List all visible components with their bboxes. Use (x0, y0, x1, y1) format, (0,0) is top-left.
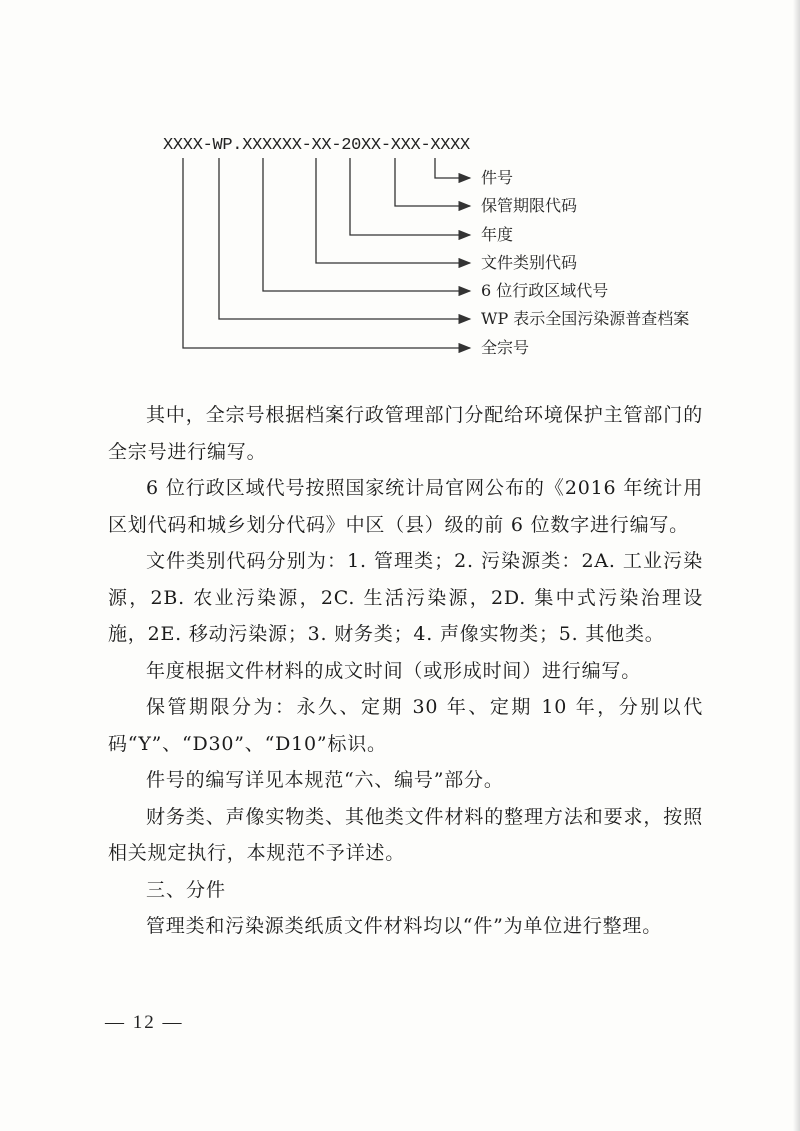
paragraph: 6 位行政区域代号按照国家统计局官网公布的《2016 年统计用区划代码和城乡划分代码》中区（县）级的前 6 位数字进行编写。 (108, 477, 703, 536)
page-number: — 12 — (105, 1012, 184, 1033)
connector-bao-guan (395, 158, 470, 206)
paragraph: 件号的编写详见本规范“六、编号”部分。 (146, 769, 504, 791)
section-paragraph: 管理类和污染源类纸质文件材料均以“件”为单位进行整理。 (146, 915, 663, 937)
connector-wp (219, 158, 470, 319)
paragraph: 文件类别代码分别为：1. 管理类；2. 污染源类：2A. 工业污染源，2B. 农业污染源，2C. 生活污染源，2D. 集中式污染治理设施，2E. 移动污染源；3. 财务类；4. 声像实物类；5. 其他类。 (108, 550, 703, 645)
paragraph: 年度根据文件材料的成文时间（或形成时间）进行编写。 (146, 659, 642, 682)
scan-edge-shadow (793, 0, 800, 1131)
label-wp: WP 表示全国污染源普查档案 (481, 309, 690, 328)
paragraph: 财务类、声像实物类、其他类文件材料的整理方法和要求，按照相关规定执行，本规范不予详述。 (108, 805, 703, 864)
label-jian-hao: 件号 (481, 168, 514, 187)
paragraph: 保管期限分为：永久、定期 30 年、定期 10 年，分别以代码“Y”、“D30”、“D10”标识。 (108, 696, 703, 755)
connector-nian-du (350, 158, 470, 235)
connector-jian-hao (435, 158, 470, 178)
archive-code-format: XXXX-WP.XXXXXX-XX-20XX-XXX-XXXX (163, 136, 470, 155)
body-text (108, 397, 703, 945)
label-bao-guan-qi-xian: 保管期限代码 (481, 196, 578, 215)
label-nian-du: 年度 (481, 225, 514, 244)
label-wen-jian-lei-bie: 文件类别代码 (481, 253, 578, 272)
connector-wen-jian (316, 158, 470, 263)
label-quan-zong-hao: 全宗号 (481, 338, 530, 357)
section-heading: 三、分件 (146, 878, 227, 901)
paragraph: 其中，全宗号根据档案行政管理部门分配给环境保护主管部门的全宗号进行编写。 (108, 404, 703, 463)
label-xing-zheng-qu-yu: 6 位行政区域代号 (481, 281, 609, 300)
